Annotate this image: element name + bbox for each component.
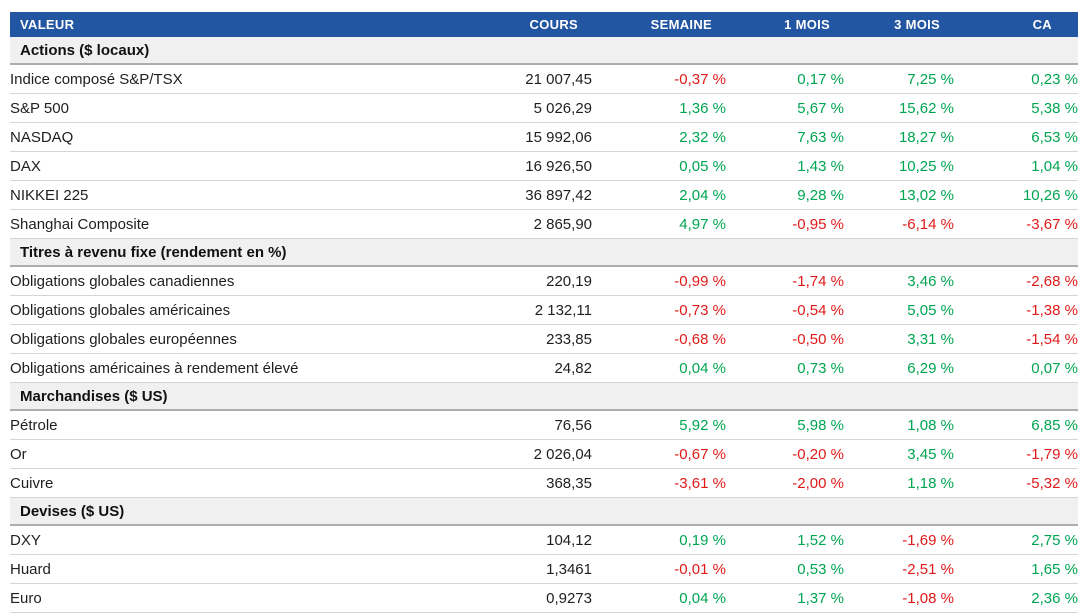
section-header-row	[10, 498, 1078, 526]
table-row	[10, 266, 1078, 296]
cell-3mois: 5,05 %	[844, 296, 954, 325]
cell-3mois: -1,08 %	[844, 584, 954, 613]
cell-ca: 6,53 %	[954, 123, 1078, 152]
cell-ca: 5,38 %	[954, 94, 1078, 123]
table-row	[10, 123, 1078, 152]
cell-semaine: -0,37 %	[592, 64, 726, 94]
cell-ca: 2,75 %	[954, 525, 1078, 555]
table-row	[10, 210, 1078, 239]
cell-semaine: -0,01 %	[592, 555, 726, 584]
cell-cours: 15 992,06	[445, 123, 592, 152]
section-title: Devises ($ US)	[10, 498, 1078, 526]
cell-semaine: 0,05 %	[592, 152, 726, 181]
row-label: Huard	[10, 555, 445, 584]
cell-cours: 233,85	[445, 325, 592, 354]
table-row	[10, 584, 1078, 613]
cell-semaine: 5,92 %	[592, 410, 726, 440]
section-header-row	[10, 37, 1078, 64]
row-label: S&P 500	[10, 94, 445, 123]
cell-1mois: 1,52 %	[726, 525, 844, 555]
cell-3mois: 3,31 %	[844, 325, 954, 354]
table-row	[10, 555, 1078, 584]
cell-3mois: 1,08 %	[844, 410, 954, 440]
section-title: Actions ($ locaux)	[10, 37, 1078, 64]
table-row	[10, 181, 1078, 210]
table-row	[10, 64, 1078, 94]
cell-3mois: -1,69 %	[844, 525, 954, 555]
cell-3mois: 6,29 %	[844, 354, 954, 383]
table-body	[10, 37, 1078, 613]
cell-ca: 0,23 %	[954, 64, 1078, 94]
cell-semaine: -0,73 %	[592, 296, 726, 325]
cell-cours: 5 026,29	[445, 94, 592, 123]
row-label: Obligations américaines à rendement élevé	[10, 354, 445, 383]
cell-semaine: -0,67 %	[592, 440, 726, 469]
table-row	[10, 325, 1078, 354]
cell-1mois: 5,98 %	[726, 410, 844, 440]
cell-semaine: 0,19 %	[592, 525, 726, 555]
cell-ca: 1,04 %	[954, 152, 1078, 181]
cell-3mois: 10,25 %	[844, 152, 954, 181]
row-label: Pétrole	[10, 410, 445, 440]
cell-ca: 6,85 %	[954, 410, 1078, 440]
cell-3mois: 3,46 %	[844, 266, 954, 296]
row-label: Obligations globales européennes	[10, 325, 445, 354]
row-label: NIKKEI 225	[10, 181, 445, 210]
table-row	[10, 354, 1078, 383]
cell-semaine: 0,04 %	[592, 354, 726, 383]
row-label: NASDAQ	[10, 123, 445, 152]
column-header-1mois: 1 MOIS	[726, 12, 844, 37]
column-header-3mois: 3 MOIS	[844, 12, 954, 37]
cell-ca: 1,65 %	[954, 555, 1078, 584]
cell-3mois: 3,45 %	[844, 440, 954, 469]
row-label: DAX	[10, 152, 445, 181]
cell-1mois: 0,73 %	[726, 354, 844, 383]
row-label: DXY	[10, 525, 445, 555]
cell-cours: 76,56	[445, 410, 592, 440]
cell-1mois: -0,95 %	[726, 210, 844, 239]
cell-3mois: 15,62 %	[844, 94, 954, 123]
cell-semaine: -0,99 %	[592, 266, 726, 296]
cell-1mois: 1,37 %	[726, 584, 844, 613]
cell-semaine: -3,61 %	[592, 469, 726, 498]
cell-semaine: -0,68 %	[592, 325, 726, 354]
cell-1mois: -1,74 %	[726, 266, 844, 296]
cell-ca: -1,54 %	[954, 325, 1078, 354]
cell-cours: 220,19	[445, 266, 592, 296]
cell-ca: -2,68 %	[954, 266, 1078, 296]
row-label: Indice composé S&P/TSX	[10, 64, 445, 94]
row-label: Or	[10, 440, 445, 469]
cell-ca: -1,79 %	[954, 440, 1078, 469]
cell-3mois: 13,02 %	[844, 181, 954, 210]
cell-1mois: -2,00 %	[726, 469, 844, 498]
column-header-cours: COURS	[445, 12, 592, 37]
section-title: Marchandises ($ US)	[10, 383, 1078, 411]
cell-semaine: 2,32 %	[592, 123, 726, 152]
cell-cours: 24,82	[445, 354, 592, 383]
table-row	[10, 94, 1078, 123]
cell-semaine: 0,04 %	[592, 584, 726, 613]
table-row	[10, 410, 1078, 440]
cell-cours: 368,35	[445, 469, 592, 498]
cell-cours: 0,9273	[445, 584, 592, 613]
cell-3mois: 1,18 %	[844, 469, 954, 498]
cell-3mois: 18,27 %	[844, 123, 954, 152]
cell-ca: -5,32 %	[954, 469, 1078, 498]
column-header-valeur: VALEUR	[10, 12, 445, 37]
cell-cours: 2 026,04	[445, 440, 592, 469]
cell-ca: -3,67 %	[954, 210, 1078, 239]
cell-cours: 1,3461	[445, 555, 592, 584]
cell-3mois: -6,14 %	[844, 210, 954, 239]
cell-semaine: 1,36 %	[592, 94, 726, 123]
cell-1mois: 7,63 %	[726, 123, 844, 152]
cell-cours: 2 865,90	[445, 210, 592, 239]
cell-ca: 10,26 %	[954, 181, 1078, 210]
cell-1mois: 9,28 %	[726, 181, 844, 210]
cell-1mois: -0,50 %	[726, 325, 844, 354]
cell-ca: 0,07 %	[954, 354, 1078, 383]
cell-1mois: 1,43 %	[726, 152, 844, 181]
section-header-row	[10, 383, 1078, 411]
cell-1mois: 0,17 %	[726, 64, 844, 94]
cell-cours: 16 926,50	[445, 152, 592, 181]
table-row	[10, 440, 1078, 469]
cell-1mois: 5,67 %	[726, 94, 844, 123]
table-row	[10, 152, 1078, 181]
table-row	[10, 525, 1078, 555]
row-label: Obligations globales canadiennes	[10, 266, 445, 296]
cell-cours: 2 132,11	[445, 296, 592, 325]
table-row	[10, 469, 1078, 498]
cell-ca: -1,38 %	[954, 296, 1078, 325]
cell-cours: 21 007,45	[445, 64, 592, 94]
section-title: Titres à revenu fixe (rendement en %)	[10, 239, 1078, 267]
row-label: Euro	[10, 584, 445, 613]
column-header-ca: CA	[954, 12, 1078, 37]
cell-1mois: -0,20 %	[726, 440, 844, 469]
cell-ca: 2,36 %	[954, 584, 1078, 613]
market-summary-table	[10, 12, 1078, 613]
table-header-row	[10, 12, 1078, 37]
cell-cours: 104,12	[445, 525, 592, 555]
cell-1mois: 0,53 %	[726, 555, 844, 584]
row-label: Shanghai Composite	[10, 210, 445, 239]
cell-semaine: 4,97 %	[592, 210, 726, 239]
cell-cours: 36 897,42	[445, 181, 592, 210]
cell-3mois: 7,25 %	[844, 64, 954, 94]
cell-3mois: -2,51 %	[844, 555, 954, 584]
cell-semaine: 2,04 %	[592, 181, 726, 210]
row-label: Cuivre	[10, 469, 445, 498]
column-header-semaine: SEMAINE	[592, 12, 726, 37]
cell-1mois: -0,54 %	[726, 296, 844, 325]
row-label: Obligations globales américaines	[10, 296, 445, 325]
table-row	[10, 296, 1078, 325]
section-header-row	[10, 239, 1078, 267]
